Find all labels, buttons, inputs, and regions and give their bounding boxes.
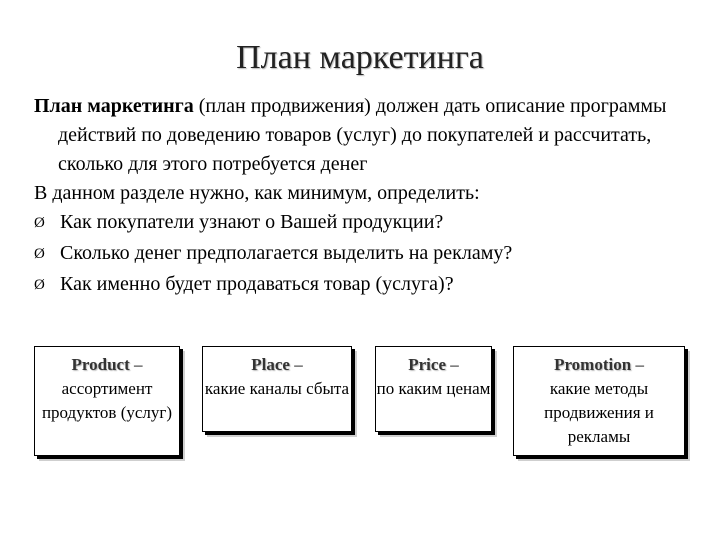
card-promotion (513, 346, 685, 456)
arrow-bullet-icon: Ø (34, 246, 45, 262)
card-title: Promotion (554, 355, 632, 374)
bullet-item (34, 270, 714, 301)
card-separator: – (446, 355, 459, 374)
intro-term: План маркетинга (34, 95, 194, 117)
card-title: Place (251, 355, 290, 374)
slide-body (34, 92, 714, 301)
card-place (202, 346, 352, 432)
card-product (34, 346, 180, 456)
card-description: какие методы продвижения и рекламы (544, 379, 654, 446)
slide-title: План маркетинга (236, 39, 484, 76)
card-price (375, 346, 492, 432)
arrow-bullet-icon: Ø (34, 215, 45, 231)
card-separator: – (289, 355, 303, 374)
bullet-text: Как покупатели узнают о Вашей продукции? (60, 211, 444, 233)
card-separator: – (631, 355, 644, 374)
bullet-item (34, 208, 714, 239)
bullet-item (34, 239, 714, 270)
lead-paragraph: В данном разделе нужно, как минимум, определить: (34, 182, 480, 204)
card-description: по каким ценам (376, 379, 491, 398)
card-title: Price (408, 355, 446, 374)
arrow-bullet-icon: Ø (34, 277, 45, 293)
bullet-text: Как именно будет продаваться товар (услуга)? (60, 273, 454, 295)
bullet-text: Сколько денег предполагается выделить на рекламу? (60, 242, 513, 264)
card-title: Product (71, 355, 130, 374)
card-description: ассортимент продуктов (услуг) (41, 379, 173, 422)
card-description: какие каналы сбыта (204, 379, 350, 398)
card-separator: – (129, 355, 143, 374)
intro-paragraph (34, 92, 714, 179)
intro-text: (план продвижения) должен дать описание программы действий по доведению товаров (услуг) до покупателей и рассчитать, сколько для этого потребуется денег (58, 95, 667, 175)
